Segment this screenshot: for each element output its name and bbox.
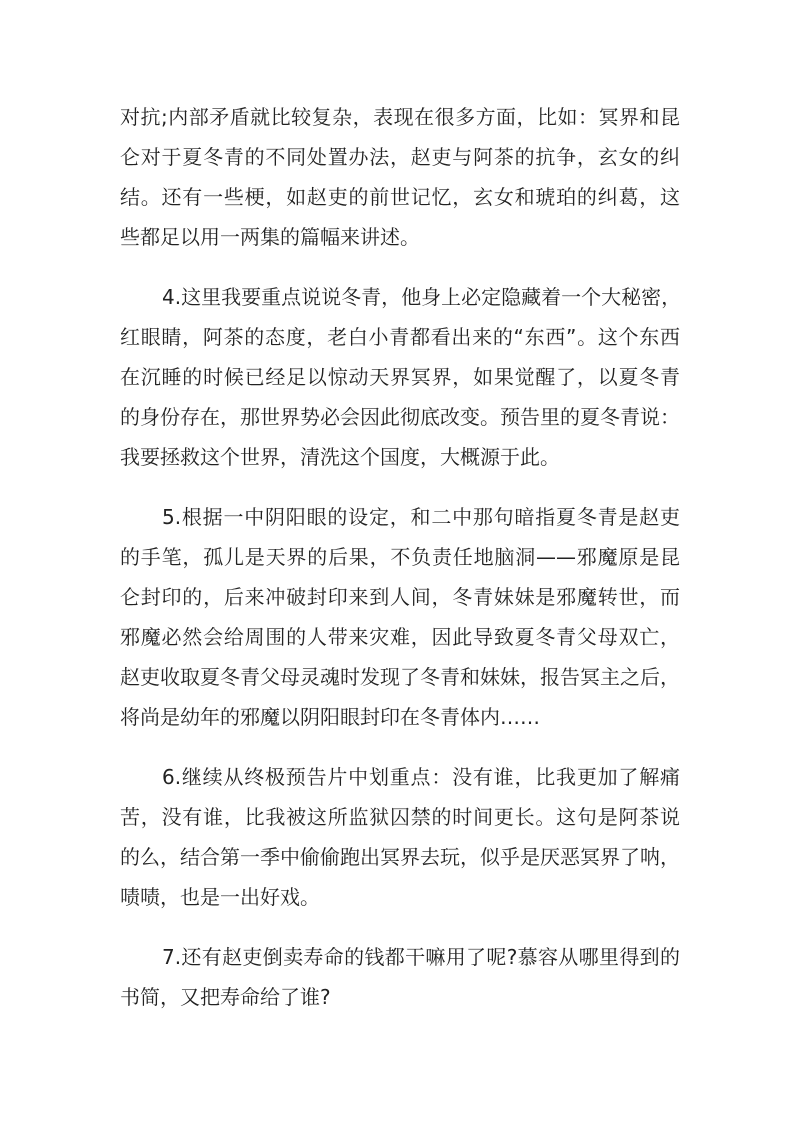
paragraph-7 [120, 937, 680, 1017]
document-page [120, 97, 680, 1037]
text-line: 仑对于夏冬青的不同处置办法，赵吏与阿茶的抗争，玄女的纠 [120, 145, 680, 169]
paragraph-5 [120, 497, 680, 737]
paragraph-3-continued [120, 97, 680, 257]
text-line: 在沉睡的时候已经足以惊动天界冥界，如果觉醒了，以夏冬青 [120, 365, 680, 389]
text-line: 赵吏收取夏冬青父母灵魂时发现了冬青和妹妹，报告冥主之后， [120, 665, 680, 689]
text-line: 我要拯救这个世界，清洗这个国度，大概源于此。 [120, 445, 560, 469]
text-line: 4.这里我要重点说说冬青，他身上必定隐藏着一个大秘密， [162, 285, 682, 309]
text-line: 书简，又把寿命给了谁? [120, 985, 331, 1009]
text-line: 些都足以用一两集的篇幅来讲述。 [120, 225, 420, 249]
text-line: 邪魔必然会给周围的人带来灾难，因此导致夏冬青父母双亡， [120, 625, 680, 649]
text-line: 苦，没有谁，比我被这所监狱囚禁的时间更长。这句是阿茶说 [120, 805, 680, 829]
text-line: 7.还有赵吏倒卖寿命的钱都干嘛用了呢?慕容从哪里得到的 [162, 945, 680, 969]
paragraph-6 [120, 757, 680, 917]
text-line: 将尚是幼年的邪魔以阴阳眼封印在冬青体内…… [120, 705, 540, 729]
text-line: 的身份存在，那世界势必会因此彻底改变。预告里的夏冬青说： [120, 405, 680, 429]
text-line: 对抗;内部矛盾就比较复杂，表现在很多方面，比如：冥界和昆 [120, 105, 680, 129]
text-line: 的么，结合第一季中偷偷跑出冥界去玩，似乎是厌恶冥界了呐， [120, 845, 680, 869]
text-line: 啧啧，也是一出好戏。 [120, 885, 320, 909]
text-line: 的手笔，孤儿是天界的后果，不负责任地脑洞——邪魔原是昆 [120, 545, 680, 569]
text-line: 红眼睛，阿茶的态度，老白小青都看出来的“东西”。这个东西 [120, 325, 680, 349]
paragraph-4 [120, 277, 680, 477]
text-line: 仑封印的，后来冲破封印来到人间，冬青妹妹是邪魔转世，而 [120, 585, 680, 609]
text-line: 结。还有一些梗，如赵吏的前世记忆，玄女和琥珀的纠葛，这 [120, 185, 680, 209]
text-line: 6.继续从终极预告片中划重点：没有谁，比我更加了解痛 [162, 765, 680, 789]
text-line: 5.根据一中阴阳眼的设定，和二中那句暗指夏冬青是赵吏 [162, 505, 680, 529]
